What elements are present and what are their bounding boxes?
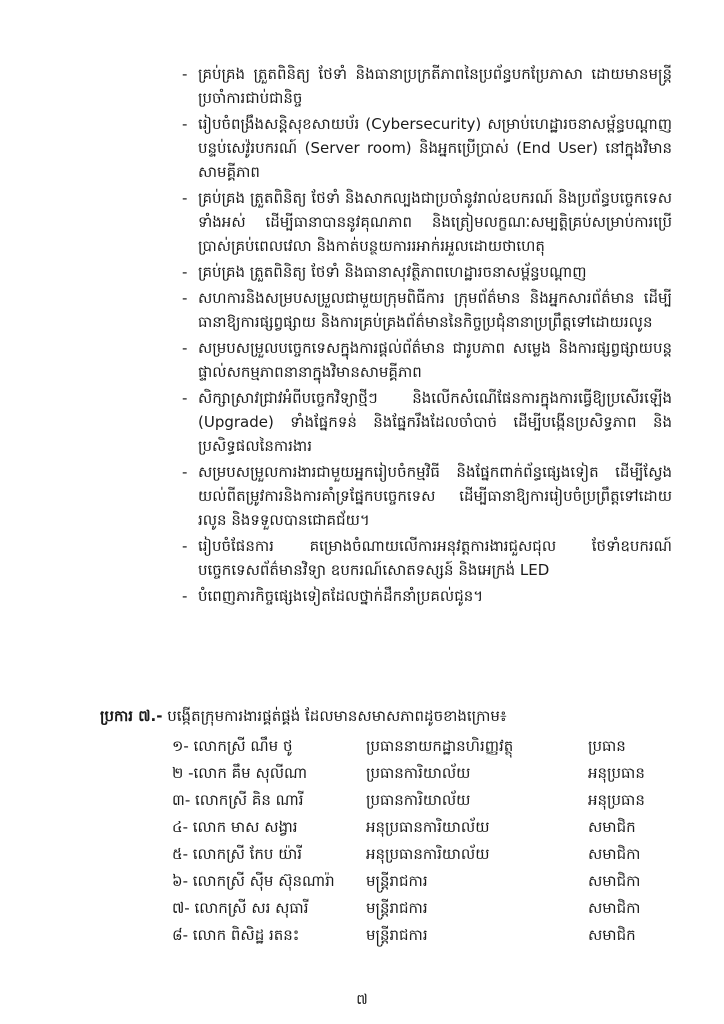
bullet-marker: - — [182, 339, 188, 357]
list-item — [172, 534, 672, 582]
member-name: ៥- លោកស្រី កែប យ៉ារី — [172, 845, 303, 863]
member-position: សមាជិកា — [588, 845, 641, 863]
member-position: សមាជិក — [588, 926, 636, 944]
member-table — [172, 733, 692, 949]
table-row — [172, 760, 692, 787]
list-item-text: សិក្សាស្រាវជ្រាវអំពីបច្ចេកវិទ្យាថ្មីៗ និងលើកសំណើផែនការក្នុងការធ្វើឱ្យប្រសើរឡើង (Upgrade) ទាំងផ្នែកទន់ និងផ្នែករឹងដែលចាំបាច់ ដើម្បីបង្កើនប្រសិទ្ធភាព និងប្រសិទ្ធផលនៃការងារ — [198, 389, 672, 455]
member-name: ៧- លោកស្រី សរ សុធារី — [172, 899, 309, 917]
bullet-marker: - — [182, 389, 188, 407]
member-position: ប្រធាន — [588, 737, 626, 755]
list-item-text: សហការនិងសម្របសម្រួលជាមួយក្រុមពិធីការ ក្រុមព័ត៌មាន និងអ្នកសារព័ត៌មាន ដើម្បីធានាឱ្យការផ្សព្វផ្សាយ និងការគ្រប់គ្រងព័ត៌មាននៃកិច្ចប្រជុំនានាប្រព្រឹត្តទៅដោយរលូន — [198, 289, 672, 331]
member-name: ១- លោកស្រី ណឹម ថូ — [172, 737, 293, 755]
member-name: ២ -លោក គឹម សុលីណា — [172, 764, 308, 782]
member-role: ប្រធានការិយាល័យ — [366, 791, 471, 809]
table-row — [172, 922, 692, 949]
table-row — [172, 868, 692, 895]
member-role: មន្ត្រីរាជការ — [366, 872, 428, 890]
member-position: សមាជិកា — [588, 899, 641, 917]
bullet-marker: - — [182, 463, 188, 481]
member-role: អនុប្រធានការិយាល័យ — [366, 845, 490, 863]
article-text: បង្កើតក្រុមការងារផ្គត់ផ្គង់ ដែលមានសមាសភាពដូចខាងក្រោម៖ — [167, 707, 507, 725]
bullet-marker: - — [182, 289, 188, 307]
member-name: ៣- លោកស្រី គិន ណារី — [172, 791, 304, 809]
member-role: មន្ត្រីរាជការ — [366, 899, 428, 917]
duty-list — [172, 62, 672, 610]
list-item — [172, 584, 672, 608]
member-position: សមាជិក — [588, 818, 636, 836]
list-item-text: សម្របសម្រួលបច្ចេកទេសក្នុងការផ្តល់ព័ត៌មាន ជារូបភាព សម្លេង និងការផ្សព្វផ្សាយបន្តផ្ទាល់សកម្មភាពនានាក្នុងវិមានសាមគ្គីភាព — [198, 339, 672, 381]
member-role: ប្រធានការិយាល័យ — [366, 764, 471, 782]
bullet-marker: - — [182, 537, 188, 555]
bullet-marker: - — [182, 65, 188, 83]
list-item-text: រៀបចំផែនការ គម្រោងចំណាយលើការអនុវត្តការងារជួសជុល ថែទាំឧបករណ៍បច្ចេកទេសព័ត៌មានវិទ្យា ឧបករណ៍សោតទស្សន៍ និងអេក្រង់ LED — [198, 537, 672, 579]
table-row — [172, 895, 692, 922]
list-item — [172, 112, 672, 184]
bullet-marker: - — [182, 115, 188, 133]
member-role: អនុប្រធានការិយាល័យ — [366, 818, 490, 836]
table-row — [172, 733, 692, 760]
list-item — [172, 286, 672, 334]
table-row — [172, 787, 692, 814]
list-item-text: បំពេញភារកិច្ចផ្សេងទៀតដែលថ្នាក់ដឹកនាំប្រគល់ជូន។ — [198, 587, 484, 605]
page-number: ៧ — [356, 992, 368, 1008]
list-item-text: គ្រប់គ្រង ត្រួតពិនិត្យ ថែទាំ និងធានាប្រក្រតីភាពនៃប្រព័ន្ធបកប្រែភាសា ដោយមានមន្ត្រីប្រចាំការជាប់ជានិច្ច — [198, 65, 672, 107]
table-row — [172, 814, 692, 841]
list-item-text: រៀបចំពង្រឹងសន្តិសុខសាយប័រ (Cybersecurity) សម្រាប់ហេដ្ឋារចនាសម្ព័ន្ធបណ្តាញ បន្ទប់សេវ៉ូរបករណ៍ (Server room) និងអ្នកប្រើប្រាស់ (End User) នៅក្នុងវិមានសាមគ្គីភាព — [198, 115, 672, 181]
list-item — [172, 336, 672, 384]
bullet-marker: - — [182, 263, 188, 281]
list-item — [172, 260, 672, 284]
member-name: ៨- លោក ពិសិដ្ឋ រតនះ — [172, 926, 300, 944]
list-item-text: សម្របសម្រួលការងារជាមួយអ្នករៀបចំកម្មវិធី និងផ្នែកពាក់ព័ន្ធផ្សេងទៀត ដើម្បីស្វែងយល់ពីតម្រូវការនិងការគាំទ្រផ្នែកបច្ចេកទេស ដើម្បីធានាឱ្យការរៀបចំប្រព្រឹត្តទៅដោយរលូន និងទទួលបានជោគជ័យ។ — [198, 463, 672, 529]
list-item-text: គ្រប់គ្រង ត្រួតពិនិត្យ ថែទាំ និងធានាសុវត្ថិភាពហេដ្ឋារចនាសម្ព័ន្ធបណ្តាញ — [198, 263, 587, 281]
bullet-marker: - — [182, 587, 188, 605]
list-item — [172, 186, 672, 258]
article-label: ប្រការ ៧.- — [100, 707, 163, 725]
member-position: សមាជិកា — [588, 872, 641, 890]
list-item-text: គ្រប់គ្រង ត្រួតពិនិត្យ ថែទាំ និងសាកល្បងជាប្រចាំនូវរាល់ឧបករណ៍ និងប្រព័ន្ធបច្ចេកទេសទាំងអស់ ដើម្បីធានាបាននូវគុណភាព និងត្រៀមលក្ខណៈសម្បត្តិគ្រប់សម្រាប់ការប្រើប្រាស់គ្រប់ពេលវេលា និងកាត់បន្ថយការរអាក់រអួលដោយថាហេតុ — [198, 189, 672, 255]
article-heading — [100, 703, 680, 729]
member-role: ប្រធាននាយកដ្ឋានហិរញ្ញវត្ថុ — [366, 737, 514, 755]
table-row — [172, 841, 692, 868]
member-name: ៤- លោក មាស សង្វារ — [172, 818, 298, 836]
list-item — [172, 62, 672, 110]
bullet-marker: - — [182, 189, 188, 207]
member-position: អនុប្រធាន — [588, 764, 645, 782]
list-item — [172, 386, 672, 458]
member-name: ៦- លោកស្រី ស៊ីម ស៊ុនណារ៉ា — [172, 872, 335, 890]
list-item — [172, 460, 672, 532]
member-position: អនុប្រធាន — [588, 791, 645, 809]
member-role: មន្ត្រីរាជការ — [366, 926, 428, 944]
